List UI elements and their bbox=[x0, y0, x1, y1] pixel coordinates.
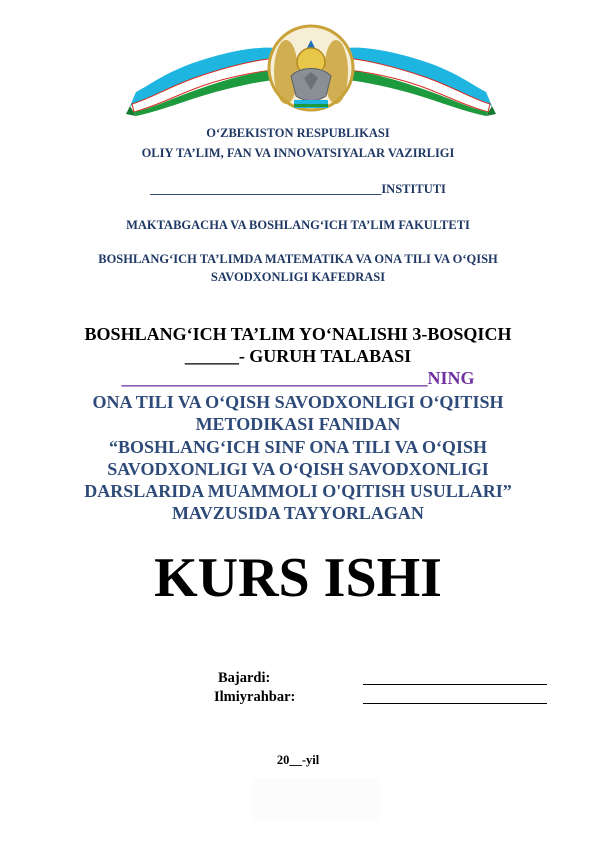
done-by-signature-line bbox=[363, 684, 547, 685]
emblem-center bbox=[269, 26, 353, 110]
flag-ribbon-left bbox=[126, 48, 276, 116]
ministry-heading: OLIY TA’LIM, FAN VA INNOVATSIYALAR VAZIRLIGI bbox=[141, 146, 455, 160]
year-line: 20__-yil bbox=[276, 753, 320, 767]
supervisor-label: Ilmiyrahbar: bbox=[214, 689, 296, 705]
department-heading-line1: BOSHLANG‘ICH TA’LIMDA MATEMATIKA VA ONA TILI VA O‘QISH bbox=[98, 252, 498, 266]
republic-heading: O‘ZBEKISTON RESPUBLIKASI bbox=[206, 126, 390, 140]
document-title: KURS ISHI bbox=[154, 547, 442, 609]
state-emblem-icon bbox=[126, 18, 496, 118]
faculty-heading: MAKTABGACHA VA BOSHLANG‘ICH TA’LIM FAKULTETI bbox=[126, 218, 470, 232]
topic-line3: DARSLARIDA MUAMMOLI O'QITISH USULLARI” bbox=[84, 481, 512, 501]
done-by-label: Bajardi: bbox=[218, 670, 271, 686]
page-footer-area bbox=[252, 778, 380, 820]
student-name-line: __________________________________NING bbox=[121, 368, 475, 388]
student-group-line: ______- GURUH TALABASI bbox=[184, 346, 412, 366]
subject-line1: ONA TILI VA O‘QISH SAVODXONLIGI O‘QITISH bbox=[92, 392, 504, 412]
student-course-line: BOSHLANG‘ICH TA’LIM YO‘NALISHI 3-BOSQICH bbox=[84, 324, 512, 344]
topic-line4: MAVZUSIDA TAYYORLAGAN bbox=[172, 503, 424, 523]
topic-line2: SAVODXONLIGI VA O‘QISH SAVODXONLIGI bbox=[107, 459, 489, 479]
flag-ribbon-right bbox=[346, 48, 496, 116]
supervisor-signature-line bbox=[363, 703, 547, 704]
topic-line1: “BOSHLANG‘ICH SINF ONA TILI VA O‘QISH bbox=[109, 437, 487, 457]
institute-line: _____________________________________INSTITUTI bbox=[150, 182, 446, 196]
subject-line2: METODIKASI FANIDAN bbox=[195, 414, 401, 434]
department-heading-line2: SAVODXONLIGI KAFEDRASI bbox=[210, 270, 386, 284]
